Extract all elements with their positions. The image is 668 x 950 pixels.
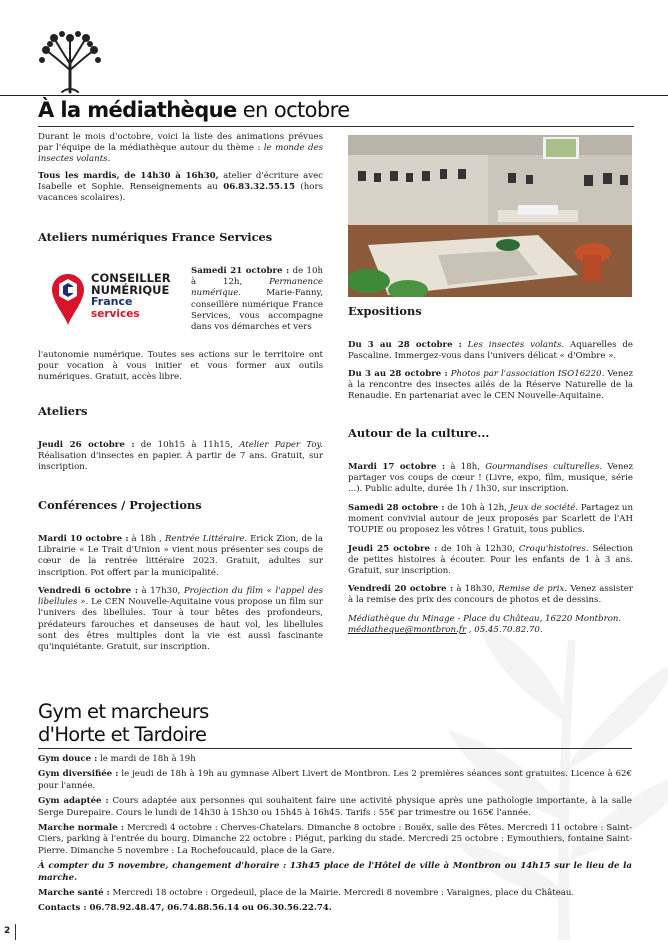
gym-diversifiee: Gym diversifiée : le jeudi de 18h à 19h au gymnase Albert Livert de Montbron. Les 2 premières séances sont gratuites. Licence à 62€ pour l'année. <box>38 769 632 791</box>
top-rule <box>0 95 668 96</box>
gym-section-body <box>38 754 632 919</box>
gym-adaptee: Gym adaptée : Cours adaptée aux personnes qui souhaitent faire une activité physique après une pathologie importante, à la salle Serge Durepaire. Cours le lundi de 14h30 à 15h30 ou 15h45 à 16h45. Tarifs : 55€ par trimestre ou 165€ l'année. <box>38 796 632 818</box>
gym-douce: Gym douce : le mardi de 18h à 19h <box>38 754 196 764</box>
conference-event-2: Vendredi 6 octobre : à 17h30, Projection du film « l'appel des libellules ». Le CEN Nouvelle-Aquitaine vous propose un film sur l'univers des libellules. Tour à tour bêtes des profondeurs, prédateurs farouches et danseuses de haut vol, les libellules sont des êtres multiples dont la vie est aussi fascinante qu'inquiétante. Gratuit, sur inscription. <box>38 586 323 653</box>
marche-sante: Marche santé : Mercredi 18 octobre : Orgedeuil, place de la Mairie. Mercredi 8 novembre : Varaignes, place du Château. <box>38 888 575 899</box>
left-column <box>38 132 323 209</box>
tree-logo-icon <box>36 30 104 94</box>
expositions-heading: Expositions <box>348 304 422 318</box>
exposition-1: Du 3 au 28 octobre : Les insectes volants. Aquarelles de Pascaline. Immergez-vous dans l'univers délicat « d'Ombre ». <box>348 340 633 362</box>
culture-event-2: Samedi 28 octobre : de 10h à 12h, Jeux de société. Partagez un moment convivial autour de jeux proposés par Scarlett de l'AH TOUPIE ou proposez les vôtres ! Gratuit, tous publics. <box>348 503 634 536</box>
culture-event-3: Jeudi 25 octobre : de 10h à 12h30, Croqu'histoires. Sélection de petites histoires à écouter. Pour les enfants de 1 à 3 ans. Gratuit, sur inscription. <box>348 544 633 577</box>
marche-normale: Marche normale : Mercredi 4 octobre : Cherves-Chatelars. Dimanche 8 octobre : Bouëx, salle des Fêtes. Mercredi 11 octobre : Saint-Ciers, parking à l'entrée du bourg. Dimanche 22 octobre : Piégut, parking du stade. Mercredi 25 octobre : Eymouthiers, fontaine Saint-Pierre. Dimanche 5 novembre : La Rochefoucauld, place de la Gare. <box>38 823 633 856</box>
page-number: 2 <box>4 926 11 936</box>
exposition-2: Du 3 au 28 octobre : Photos par l'association ISO16220. Venez à la rencontre des insectes ailés de la Réserve Naturelle de la Renaudie. En partenariat avec le CEN Nouvelle-Aquitaine. <box>348 369 633 402</box>
ateliers-event: Jeudi 26 octobre : de 10h15 à 11h15, Atelier Paper Toy. Réalisation d'insectes en papier. À partir de 7 ans. Gratuit, sur inscription. <box>38 440 323 473</box>
ateliers-heading: Ateliers <box>38 404 88 418</box>
france-services-description: l'autonomie numérique. Toutes ses actions sur le territoire ont pour vocation à vous initier et vous former aux outils numériques. Gratuit, accès libre. <box>38 350 323 383</box>
culture-heading: Autour de la culture... <box>348 426 490 440</box>
france-services-logo-text: CONSEILLER NUMÉRIQUE France services <box>91 271 171 320</box>
intro-paragraph: Durant le mois d'octobre, voici la liste des animations prévues par l'équipe de la médiathèque autour du thème : le monde des insectes volants. <box>38 132 323 165</box>
writing-workshop-paragraph: Tous les mardis, de 14h30 à 16h30, atelier d'écriture avec Isabelle et Sophie. Renseignements au 06.83.32.55.15 (hors vacances scolaires). <box>38 170 323 204</box>
page-title: À la médiathèque en octobre <box>38 98 350 122</box>
culture-event-1: Mardi 17 octobre : à 18h, Gourmandises culturelles. Venez partager vos coups de cœur ! (Livre, expo, film, musique, série ...). Public adulte, durée 1h / 1h30, sur inscription. <box>348 462 633 495</box>
conferences-heading: Conférences / Projections <box>38 498 202 512</box>
library-room-photo <box>348 135 632 297</box>
france-services-event: Samedi 21 octobre : de 10h à 12h, Permanence numérique. Marie-Fanny, conseillère numérique France Services, vous accompagne dans vos démarches et vers <box>191 266 323 333</box>
page-number-rule <box>15 924 16 940</box>
conference-event-1: Mardi 10 octobre : à 18h , Rentrée Littéraire. Erick Zion, de la Librairie « Le Trait d'Union » vient nous présenter ses coups de cœur de la rentrée littéraire 2023. Gratuit, adultes sur inscription. Pot offert par la municipalité. <box>38 534 323 578</box>
france-services-heading: Ateliers numériques France Services <box>38 230 273 244</box>
title-rule <box>38 126 634 127</box>
gym-section-title: Gym et marcheurs d'Horte et Tardoire <box>38 700 209 746</box>
culture-event-4: Vendredi 20 octobre : à 18h30, Remise de prix. Venez assister à la remise des prix des concours de photos et de dessins. <box>348 584 633 606</box>
gym-contacts: Contacts : 06.78.92.48.47, 06.74.88.56.14 ou 06.30.56.22.74. <box>38 903 332 914</box>
schedule-change-notice: À compter du 5 novembre, changement d'horaire : 13h45 place de l'Hôtel de ville à Montbron ou 14h15 sur le lieu de la marche. <box>38 861 632 883</box>
gym-rule <box>38 748 632 749</box>
mediatheque-email-link[interactable]: médiatheque@montbron.fr <box>348 625 467 636</box>
mediatheque-contact: Médiathèque du Minage - Place du Château, 16220 Montbron. médiatheque@montbron.fr , 05.45.70.82.70. <box>348 614 622 636</box>
